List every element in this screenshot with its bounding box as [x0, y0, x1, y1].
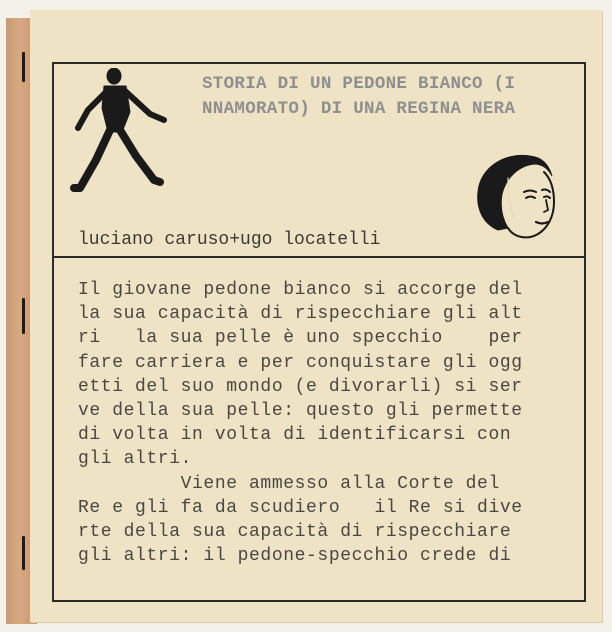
title-line: NNAMORATO) DI UNA REGINA NERA [202, 99, 516, 119]
booklet-title [202, 72, 582, 122]
text-line: rte della sua capacità di rispecchiare [78, 521, 512, 542]
staple-bottom [22, 536, 25, 570]
walking-man-icon [68, 68, 172, 194]
text-line: di volta in volta di identificarsi con [78, 425, 512, 446]
text-line: etti del suo mondo (e divorarli) si ser [78, 376, 523, 397]
staple-top [22, 52, 25, 82]
authors-line: luciano caruso+ugo locatelli [78, 230, 381, 250]
text-line: gli altri: il pedone-specchio crede di [78, 546, 512, 567]
text-line: fare carriera e per conquistare gli ogg [78, 352, 523, 373]
text-line: gli altri. [78, 449, 193, 470]
text-line: ri la sua pelle è uno specchio per [78, 328, 523, 349]
text-line: Re e gli fa da scudiero il Re si dive [78, 497, 523, 518]
title-line: STORIA DI UN PEDONE BIANCO (I [202, 74, 516, 94]
text-line: Viene ammesso alla Corte del [78, 473, 500, 494]
text-line: Il giovane pedone bianco si accorge del [78, 280, 523, 300]
booklet-page [30, 10, 602, 622]
text-line: la sua capacità di rispecchiare gli alt [78, 304, 523, 325]
woman-face-icon [468, 148, 564, 244]
staple-middle [22, 298, 25, 334]
text-line: ve della sua pelle: questo gli permette [78, 400, 523, 421]
story-text [78, 278, 588, 568]
